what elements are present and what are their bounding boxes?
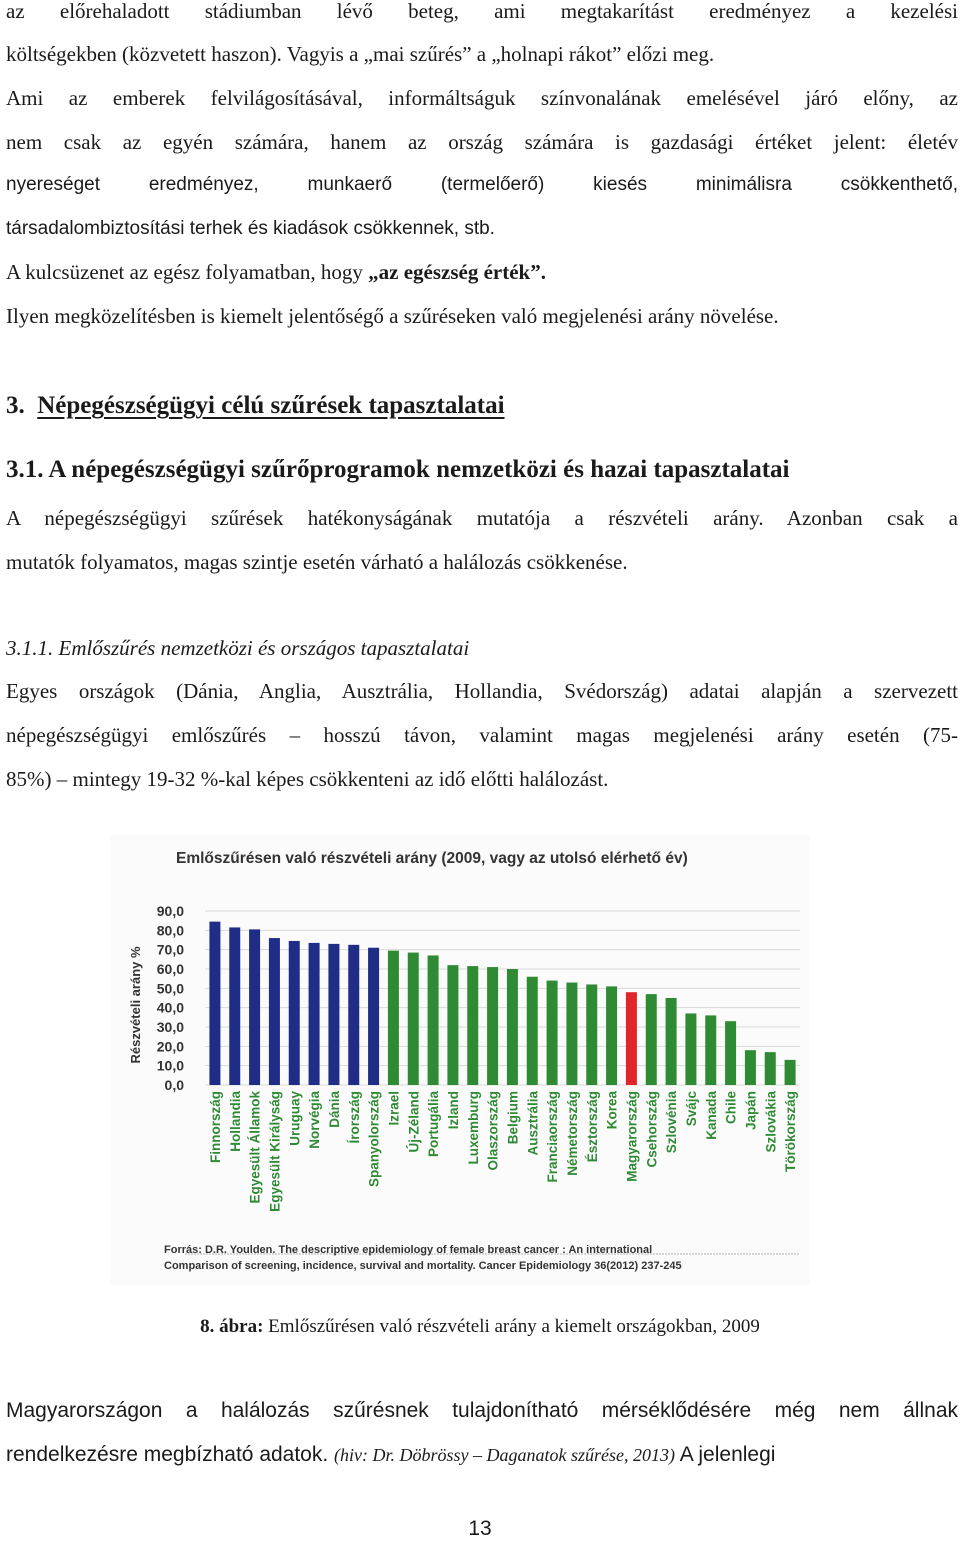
x-tick-label: Németország bbox=[564, 1091, 580, 1176]
text-line: Ilyen megközelítésben is kiemelt jelentőségő a szűréseken való megjelenési arány növelése. bbox=[6, 304, 779, 328]
x-tick-label: Franciaország bbox=[545, 1091, 561, 1183]
x-tick-label: Csehország bbox=[644, 1091, 660, 1168]
section-number: 3. bbox=[6, 392, 25, 419]
y-tick-label: 60,0 bbox=[156, 961, 184, 977]
x-tick-label: Finnország bbox=[207, 1091, 223, 1164]
x-tick-label: Svájc bbox=[683, 1091, 699, 1127]
bar bbox=[507, 969, 518, 1085]
bar bbox=[685, 1013, 696, 1085]
x-tick-label: Írország bbox=[346, 1091, 362, 1144]
x-tick-label: Új-Zéland bbox=[406, 1091, 422, 1153]
text-line: 85%) – mintegy 19-32 %-kal képes csökkenteni az idő előtti halálozást. bbox=[6, 767, 609, 791]
x-tick-label: Ausztrália bbox=[525, 1091, 541, 1156]
bar bbox=[447, 965, 458, 1085]
bar bbox=[527, 977, 538, 1085]
x-tick-label: Chile bbox=[723, 1091, 739, 1125]
section-3-heading bbox=[6, 393, 958, 419]
bar bbox=[566, 983, 577, 1085]
bar bbox=[487, 967, 498, 1085]
y-tick-label: 30,0 bbox=[156, 1019, 184, 1035]
text-line: népegészségügyi emlőszűrés – hosszú távon, valamint magas megjelenési arány esetén (75- bbox=[6, 723, 958, 747]
closing-line bbox=[6, 1441, 958, 1468]
bar bbox=[368, 948, 379, 1085]
text-line: Ami az emberek felvilágosításával, informáltságuk színvonalának emelésével járó előny, az bbox=[6, 86, 958, 110]
y-tick-label: 40,0 bbox=[156, 999, 184, 1016]
y-tick-label: 20,0 bbox=[156, 1038, 184, 1055]
bar bbox=[328, 944, 339, 1085]
x-tick-label: Belgium bbox=[505, 1091, 521, 1145]
x-tick-label: Dánia bbox=[326, 1091, 342, 1128]
section-3-1-heading: 3.1. A népegészségügyi szűrőprogramok nemzetközi és hazai tapasztalatai bbox=[6, 456, 790, 483]
y-axis-label: Részvételi arány % bbox=[128, 946, 143, 1064]
x-tick-label: Egyesült Királyság bbox=[267, 1091, 283, 1212]
y-tick-label: 90,0 bbox=[156, 903, 184, 919]
x-tick-label: Egyesült Államok bbox=[247, 1091, 263, 1204]
x-tick-label: Uruguay bbox=[287, 1091, 303, 1146]
text-line: Magyarországon a halálozás szűrésnek tulajdonítható mérséklődésére még nem állnak bbox=[6, 1399, 958, 1422]
bar bbox=[606, 986, 617, 1085]
figure-caption bbox=[0, 1316, 960, 1338]
y-tick-label: 10,0 bbox=[156, 1057, 184, 1074]
bar bbox=[408, 953, 419, 1085]
section-title: Népegészségügyi célú szűrések tapasztalatai bbox=[37, 392, 505, 419]
closing-text-end: A jelenlegi bbox=[675, 1443, 776, 1466]
caption-text: Emlőszűrésen való részvételi arány a kiemelt országokban, 2009 bbox=[263, 1316, 760, 1337]
citation: (hiv: Dr. Döbrössy – Daganatok szűrése, 2013) bbox=[334, 1445, 676, 1465]
bar bbox=[348, 945, 359, 1085]
bar bbox=[388, 951, 399, 1085]
y-tick-label: 50,0 bbox=[156, 980, 184, 997]
source-line-2: Comparison of screening, incidence, survival and mortality. Cancer Epidemiology 36(2012) 237-245 bbox=[164, 1260, 682, 1272]
bar bbox=[725, 1021, 736, 1085]
bar bbox=[209, 922, 220, 1085]
x-tick-label: Luxemburg bbox=[465, 1091, 481, 1165]
x-tick-label: Szlovákia bbox=[763, 1091, 779, 1153]
key-message-text: A kulcsüzenet az egész folyamatban, hogy bbox=[6, 260, 369, 284]
x-tick-label: Portugália bbox=[426, 1091, 442, 1158]
bar bbox=[705, 1015, 716, 1085]
text-line: költségekben (közvetett haszon). Vagyis a „mai szűrés” a „holnapi rákot” előzi meg. bbox=[6, 42, 715, 66]
bar bbox=[467, 966, 478, 1085]
x-tick-label: Izrael bbox=[386, 1091, 402, 1126]
x-tick-label: Japán bbox=[743, 1091, 759, 1131]
participation-bar-chart bbox=[110, 835, 810, 1285]
source-line-1: Forrás: D.R. Youlden. The descriptive epidemiology of female breast cancer : An international bbox=[164, 1244, 653, 1256]
page-number: 13 bbox=[468, 1517, 492, 1540]
y-tick-label: 80,0 bbox=[156, 922, 184, 939]
bar bbox=[765, 1052, 776, 1085]
key-message-line bbox=[6, 259, 958, 285]
bar bbox=[289, 941, 300, 1085]
x-tick-label: Spanyolország bbox=[366, 1091, 382, 1188]
x-tick-label: Korea bbox=[604, 1091, 620, 1130]
bar bbox=[428, 955, 439, 1085]
bar bbox=[646, 994, 657, 1085]
section-3-1-1-heading: 3.1.1. Emlőszűrés nemzetközi és országos tapasztalatai bbox=[6, 636, 470, 660]
bar bbox=[269, 938, 280, 1085]
x-tick-label: Észtország bbox=[584, 1091, 600, 1163]
bar bbox=[745, 1050, 756, 1085]
x-tick-label: Norvégia bbox=[307, 1091, 323, 1149]
x-tick-label: Olaszország bbox=[485, 1091, 501, 1171]
closing-text: rendelkezésre megbízható adatok. bbox=[6, 1443, 335, 1466]
x-tick-label: Szlovénia bbox=[664, 1091, 680, 1154]
bar bbox=[666, 998, 677, 1085]
text-line: mutatók folyamatos, magas szintje esetén várható a halálozás csökkenése. bbox=[6, 550, 628, 574]
x-tick-label: Kanada bbox=[703, 1091, 719, 1140]
text-line: A népegészségügyi szűrések hatékonyságának mutatója a részvételi arány. Azonban csak a bbox=[6, 506, 958, 530]
y-tick-label: 70,0 bbox=[156, 941, 184, 958]
x-tick-label: Törökország bbox=[783, 1091, 799, 1173]
key-message-emphasis: „az egészség érték” bbox=[368, 260, 541, 284]
text-line: társadalombiztosítási terhek és kiadások csökkennek, stb. bbox=[6, 218, 495, 239]
text-line: az előrehaladott stádiumban lévő beteg, ami megtakarítást eredményez a kezelési bbox=[6, 0, 958, 23]
bar bbox=[586, 984, 597, 1085]
text-line: nem csak az egyén számára, hanem az ország számára is gazdasági értéket jelent: életév bbox=[6, 130, 958, 154]
y-tick-label: 0,0 bbox=[164, 1077, 184, 1093]
x-tick-label: Izland bbox=[445, 1091, 461, 1130]
caption-label: 8. ábra: bbox=[200, 1316, 264, 1337]
bar bbox=[547, 981, 558, 1085]
bar bbox=[229, 927, 240, 1085]
x-tick-label: Hollandia bbox=[227, 1091, 243, 1152]
text-line: nyereséget eredményez, munkaerő (termelőerő) kiesés minimálisra csökkenthető, bbox=[6, 174, 958, 195]
bar bbox=[249, 929, 260, 1085]
x-tick-label: Magyarország bbox=[624, 1091, 640, 1182]
bar bbox=[309, 943, 320, 1085]
bar bbox=[785, 1060, 796, 1085]
chart-title: Emlőszűrésen való részvételi arány (2009, vagy az utolsó elérhető év) bbox=[176, 850, 688, 867]
key-message-period: . bbox=[540, 260, 546, 284]
bar bbox=[626, 992, 637, 1085]
text-line: Egyes országok (Dánia, Anglia, Ausztrália, Hollandia, Svédország) adatai alapján a szervezett bbox=[6, 679, 958, 703]
